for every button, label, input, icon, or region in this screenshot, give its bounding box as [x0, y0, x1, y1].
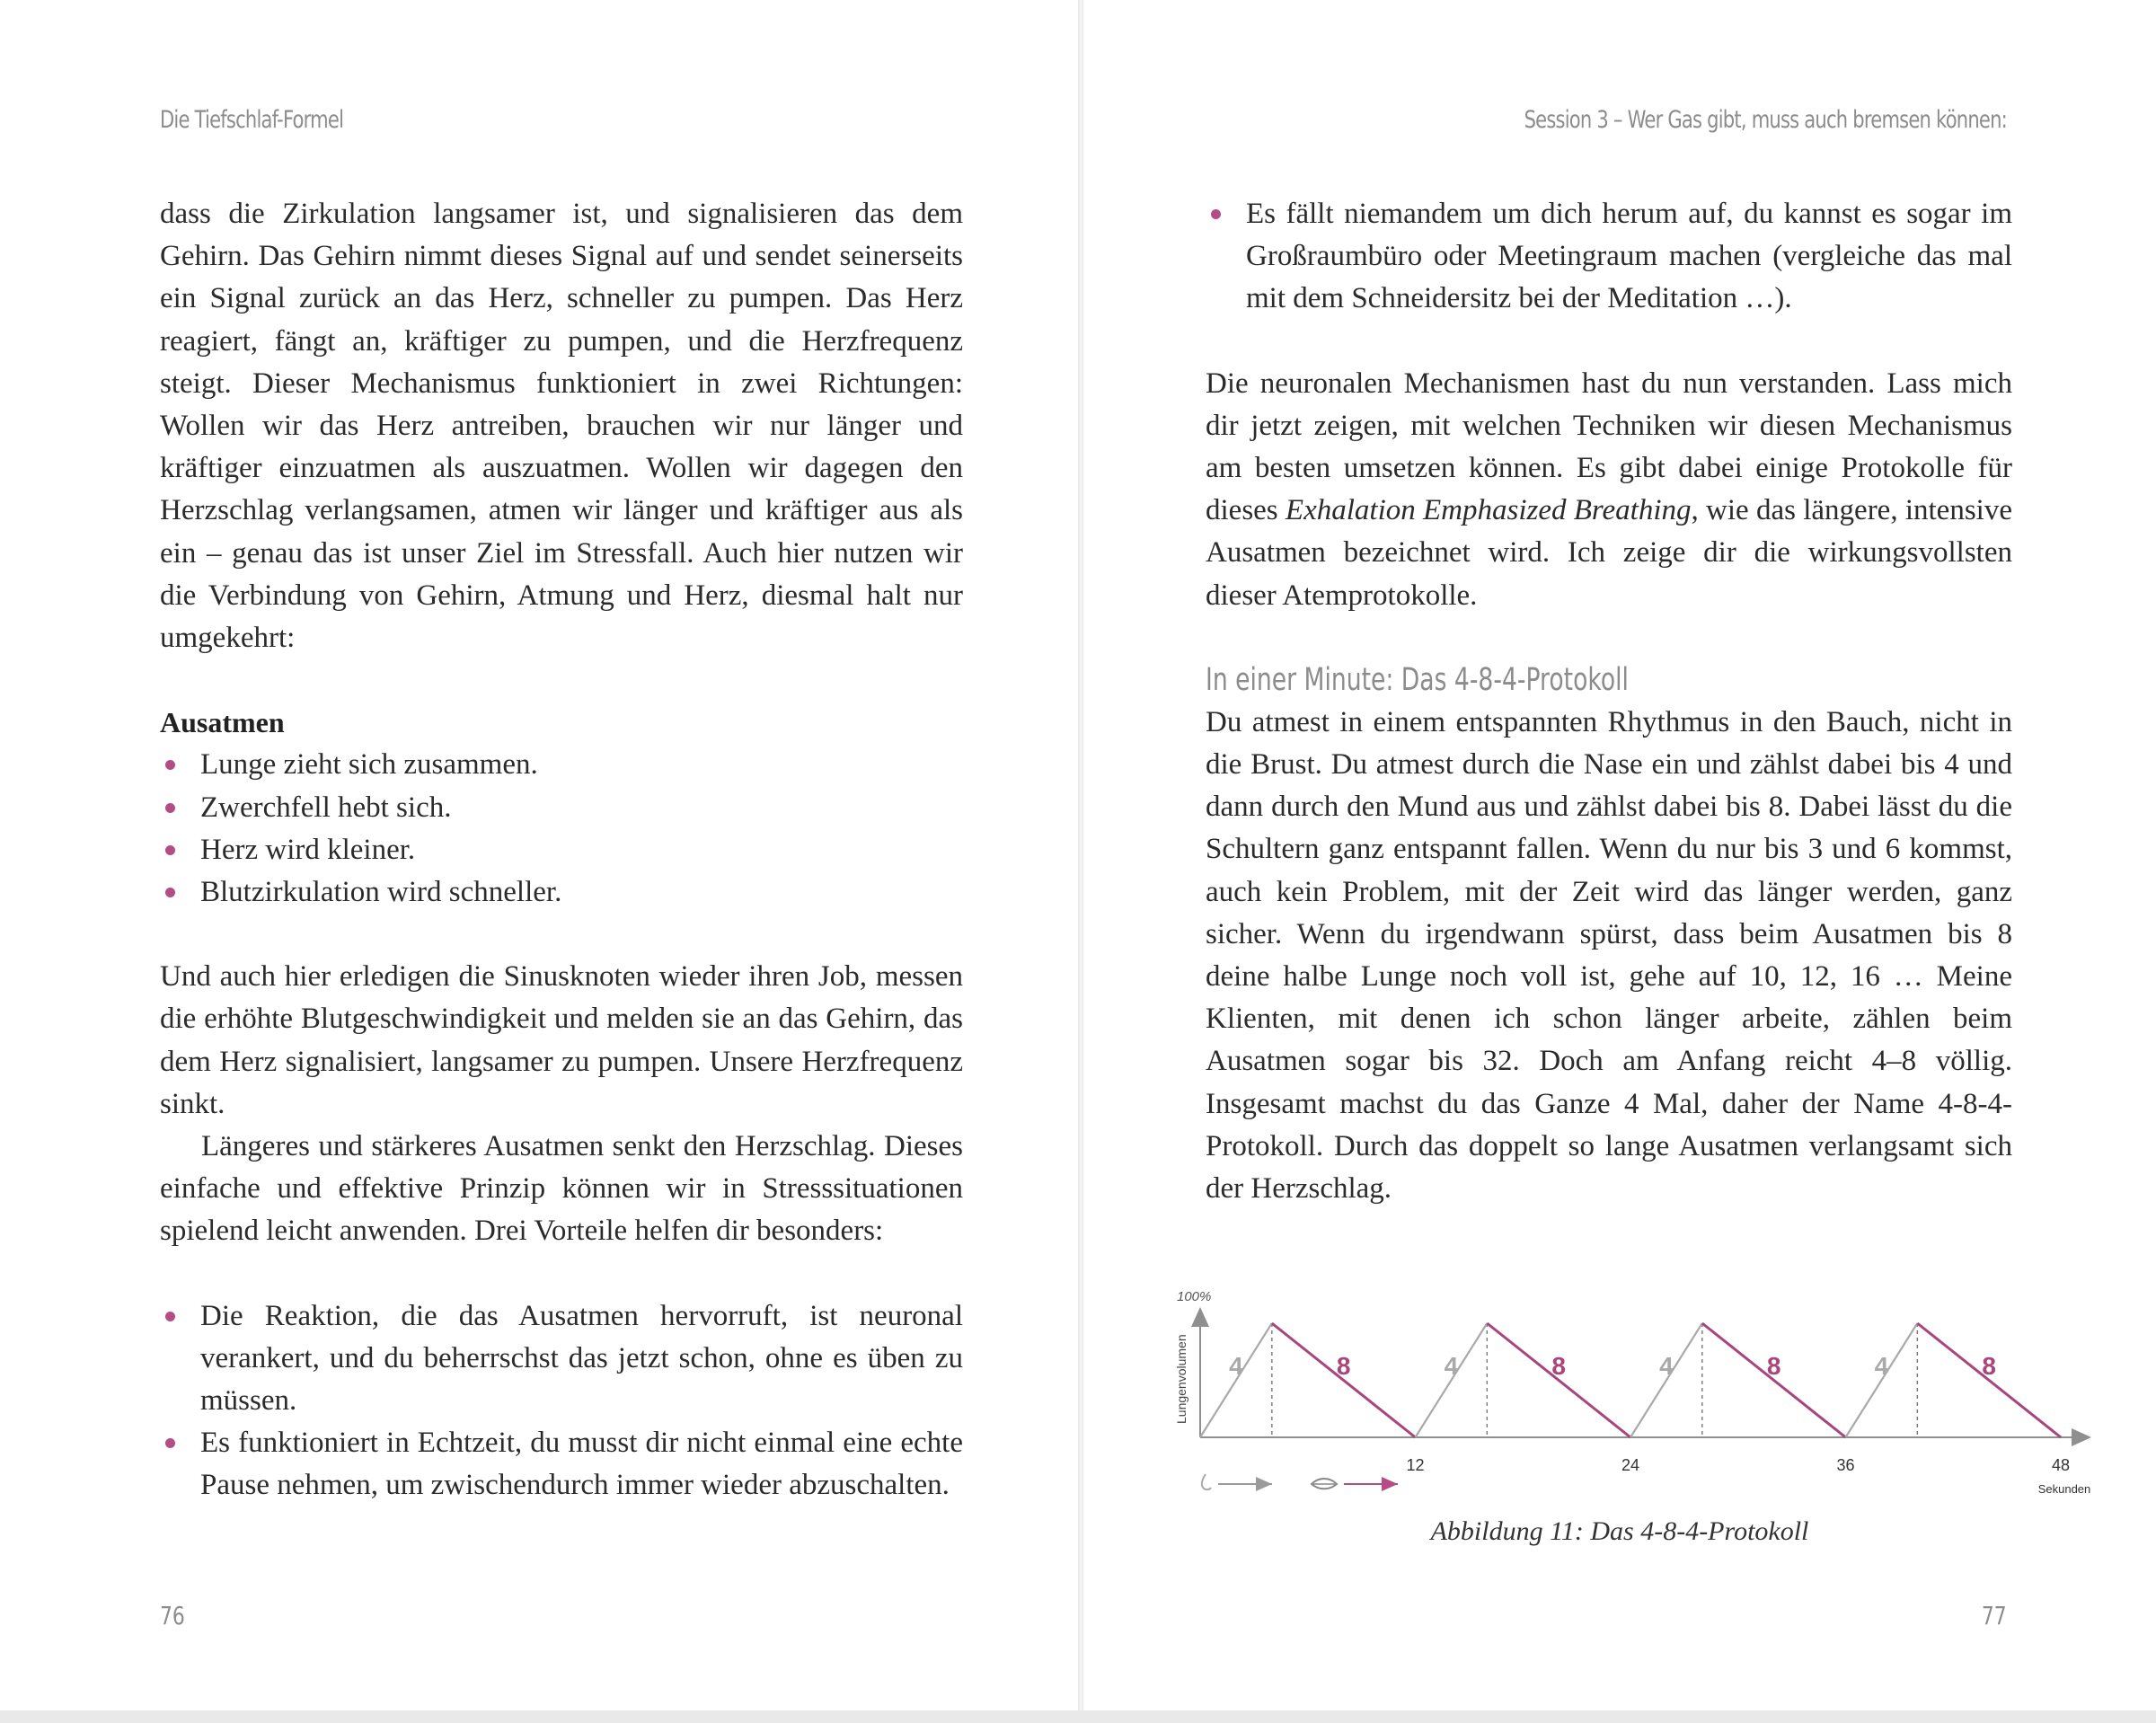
bullet-icon	[165, 1312, 175, 1321]
bullet-list	[160, 744, 963, 914]
bullet-icon	[165, 803, 175, 813]
inhale-segment	[1416, 1323, 1488, 1437]
page-number: 76	[160, 1601, 185, 1630]
y-axis-label: Lungenvolumen	[1174, 1334, 1188, 1424]
phase-label: 8	[1982, 1352, 1996, 1380]
list-item: Es fällt niemandem um dich herum auf, du kannst es sogar im Großraumbüro oder Meetingraum machen (vergleiche das mal mit dem Schneidersitz bei der Meditation …).	[1206, 193, 2012, 321]
x-tick-label: 36	[1836, 1456, 1855, 1474]
chart-svg	[1166, 1280, 2100, 1514]
x-tick-label: 24	[1621, 1456, 1640, 1474]
list-item: Zwerchfell hebt sich.	[160, 787, 963, 829]
phase-label: 4	[1874, 1352, 1889, 1380]
x-axis-label: Sekunden	[2037, 1482, 2091, 1496]
paragraph: Längeres und stärkeres Ausatmen senkt den Herzschlag. Dieses einfache und effektive Prinzip können wir in Stresssituationen spielend leicht anwenden. Drei Vorteile helfen dir besonders:	[160, 1130, 963, 1248]
mouth-icon	[1312, 1479, 1337, 1489]
page-number: 77	[1982, 1601, 2007, 1630]
exhale-segment	[1272, 1323, 1416, 1437]
list-item: Herz wird kleiner.	[160, 829, 963, 871]
subheading: Ausatmen	[160, 706, 285, 739]
bullet-list	[160, 1295, 963, 1507]
inhale-segment	[1630, 1323, 1702, 1437]
running-head: Session 3 – Wer Gas gibt, muss auch bremsen können:	[1524, 106, 2007, 134]
paragraph: dass die Zirkulation langsamer ist, und signalisieren das dem Gehirn. Das Gehirn nimmt dieses Signal auf und sendet seinerseits ein Signal zurück an das Herz, schneller zu pumpen. Das Herz reagiert, fängt an, kräftiger zu pumpen, und die Herzfrequenz steigt. Dieser Mechanismus funktioniert in zwei Richtungen: Wollen wir das Herz antreiben, brauchen wir nur länger und kräftiger einzuatmen als auszuatmen. Wollen wir dagegen den Herzschlag verlangsamen, atmen wir länger und kräftiger aus als ein – genau das ist unser Ziel im Stressfall. Auch hier nutzen wir die Verbindung von Gehirn, Atmung und Herz, diesmal halt nur umgekehrt:	[160, 198, 963, 655]
phase-label: 8	[1336, 1352, 1351, 1380]
list-item: Die Reaktion, die das Ausatmen hervorruft, ist neuronal verankert, und du beherrschst das jetzt schon, ohne es üben zu müssen.	[160, 1295, 963, 1423]
list-item: Es funktioniert in Echtzeit, du musst dir nicht einmal eine echte Pause nehmen, um zwischendurch immer wieder abzuschalten.	[160, 1422, 963, 1507]
bullet-icon	[165, 888, 175, 897]
exhale-segment	[1917, 1323, 2061, 1437]
right-page	[1083, 0, 2156, 1723]
x-tick-label: 48	[2051, 1456, 2071, 1474]
exhale-segment	[1702, 1323, 1846, 1437]
paragraph: Du atmest in einem entspannten Rhythmus in den Bauch, nicht in die Brust. Du atmest durch die Nase ein und zählst dabei bis 4 und dann durch den Mund aus und zählst dabei bis 8. Dabei lässt du die Schultern ganz entspannt fallen. Wenn du nur bis 3 und 6 kommst, auch kein Problem, mit der Zeit wird das länger werden, ganz sicher. Wenn du irgendwann spürst, dass beim Ausatmen bis 8 deine halbe Lunge noch voll ist, gehe auf 10, 12, 16 … Meine Klienten, mit denen ich schon länger arbeite, zählen beim Ausatmen sogar bis 32. Doch am Anfang reicht 4–8 völlig. Insgesamt machst du das Ganze 4 Mal, daher der Name 4-8-4-Protokoll. Durch das doppelt so lange Ausatmen verlangsamt sich der Herzschlag.	[1206, 705, 2012, 1206]
phase-label: 8	[1551, 1352, 1566, 1380]
figure-caption: Abbildung 11: Das 4-8-4-Protokoll	[1430, 1516, 1809, 1546]
phase-label: 8	[1766, 1352, 1781, 1380]
x-tick-label: 12	[1406, 1456, 1425, 1474]
exhale-segment	[1487, 1323, 1630, 1437]
list-item: Lunge zieht sich zusammen.	[160, 744, 963, 786]
phase-label: 4	[1659, 1352, 1674, 1380]
bullet-icon	[165, 760, 175, 770]
phase-label: 4	[1444, 1352, 1459, 1380]
bullet-icon	[1211, 209, 1221, 219]
bullet-icon	[165, 1438, 175, 1448]
section-title: In einer Minute: Das 4-8-4-Protokoll	[1206, 661, 1629, 698]
paragraph: Und auch hier erledigen die Sinusknoten wieder ihren Job, messen die erhöhte Blutgeschwindigkeit und melden sie an das Gehirn, das dem Herz signalisiert, langsamer zu pumpen. Unsere Herzfrequenz sinkt.	[160, 960, 963, 1120]
bottom-edge	[0, 1710, 2156, 1723]
y-top-label: 100%	[1177, 1289, 1212, 1304]
list-item: Blutzirkulation wird schneller.	[160, 871, 963, 914]
emphasis-term: Exhalation Emphasized Breathing	[1285, 494, 1692, 527]
bullet-icon	[165, 845, 175, 855]
right-text-block	[1206, 193, 2012, 1210]
paragraph: Die neuronalen Mechanismen hast du nun verstanden. Lass mich dir jetzt zeigen, mit welchen Techniken wir diesen Mechanismus am besten umsetzen können. Es gibt dabei einige Protokolle für dieses Exhalation Emphasized Breathing, wie das längere, intensive Ausatmen bezeichnet wird. Ich zeige dir die wirkungsvollsten dieser Atemprotokolle.	[1206, 367, 2012, 612]
inhale-segment	[1200, 1323, 1272, 1437]
inhale-segment	[1846, 1323, 1918, 1437]
nose-icon	[1202, 1474, 1211, 1489]
bullet-list	[1206, 193, 2012, 321]
running-head: Die Tiefschlaf-Formel	[160, 106, 344, 134]
phase-label: 4	[1229, 1352, 1243, 1380]
left-text-block	[160, 193, 963, 1507]
